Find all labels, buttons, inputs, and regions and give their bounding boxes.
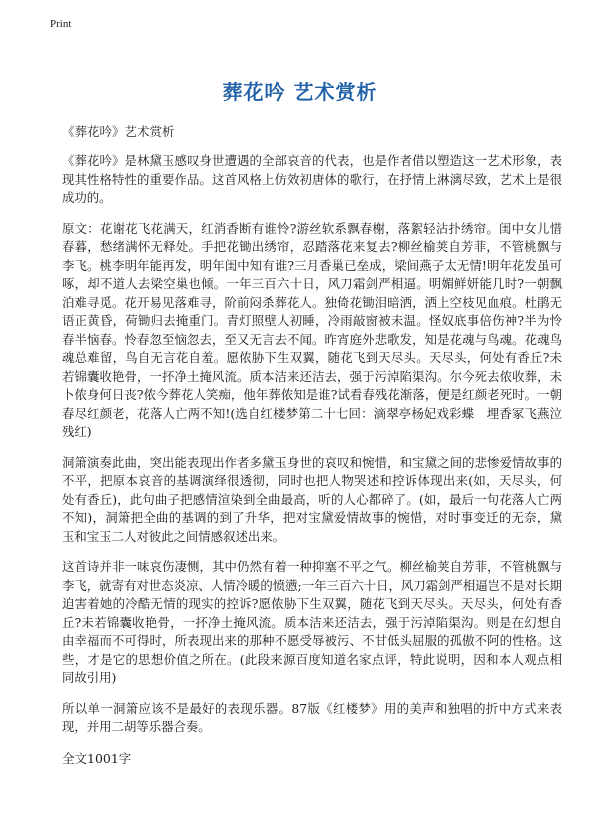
article-subtitle: 《葬花吟》艺术赏析 — [62, 124, 175, 139]
page-title: 葬花吟 艺术赏析 — [222, 80, 378, 104]
paragraph-conclusion: 所以单一洞箫应该不是最好的表现乐器。87版《红楼梦》用的美声和独唱的折中方式来表现，并用二胡等乐器合奏。 — [62, 700, 562, 734]
word-count: 全文1001字 — [62, 750, 132, 766]
print-link[interactable]: Print — [50, 18, 72, 30]
paragraph-intro: 《葬花吟》是林黛玉感叹身世遭遇的全部哀音的代表，也是作者借以塑造这一艺术形象，表现其性格特性的重要作品。这首风格上仿效初唐体的歌行，在抒情上淋漓尽致，艺术上是很成功的。 — [62, 153, 562, 205]
paragraph-original-text: 原文：花谢花飞花满天，红消香断有谁怜?游丝软系飘春榭，落絮轻沾扑绣帘。闺中女儿惜春暮，愁绪满怀无释处。手把花锄出绣帘，忍踏落花来复去?柳丝榆荚自芳菲，不管桃飘与李飞。桃李明年能再发，明年闺中知有谁?三月香巢已垒成，梁间燕子太无情!明年花发虽可啄，却不道人去梁空巢也倾。一年三百六十日，风刀霜剑严相逼。明媚鲜妍能几时?一朝飘泊难寻觅。花开易见落难寻，阶前闷杀葬花人。独倚花锄泪暗洒，洒上空枝见血痕。杜鹃无语正黄昏，荷锄归去掩重门。青灯照壁人初睡，冷雨敲窗被未温。怪奴底事倍伤神?半为怜春半恼春。怜春忽至恼忽去，至又无言去不闻。昨宵庭外悲歌发，知是花魂与鸟魂。花魂鸟魂总难留，鸟自无言花自羞。愿侬胁下生双翼，随花飞到天尽头。天尽头，何处有香丘?未若锦囊收艳骨，一抔净土掩风流。质本洁来还洁去，强于污淖陷渠沟。尔今死去侬收葬，未卜侬身何日丧?侬今葬花人笑痴，他年葬侬知是谁?试看春残花渐落，便是红颜老死时。一朝春尽红颜老，花落人亡两不知!(选自红楼梦第二十七回：滴翠亭杨妃戏彩蝶 埋香冢飞燕泣残红) — [62, 220, 562, 439]
paragraph-xiao-performance: 洞箫演奏此曲，突出能表现出作者多黛玉身世的哀叹和惋惜，和宝黛之间的悲惨爱情故事的不平，把原本哀音的基调演绎很透彻，同时也把人物哭述和控诉体现出来(如，天尽头，何处有香丘)，此句曲子把感情渲染到全曲最高，听的人心都碎了。(如，最后一句花落人亡两不知)，洞箫把全曲的基调的到了升华，把对宝黛爱情故事的惋惜，对时事变迁的无奈，黛玉和宝玉二人对彼此之间情感叙述出来。 — [62, 454, 562, 544]
paragraph-analysis: 这首诗并非一味哀伤凄恻，其中仍然有着一种抑塞不平之气。柳丝榆荚自芳菲，不管桃飘与李飞，就寄有对世态炎凉、人情冷暖的愤懑;一年三百六十日，风刀霜剑严相逼岂不是对长期迫害着她的冷酷无情的现实的控诉?愿侬胁下生双翼，随花飞到天尽头。天尽头，何处有香丘?未若锦囊收艳骨，一抔净土掩风流。质本洁来还洁去，强于污淖陷渠沟。则是在幻想自由幸福而不可得时，所表现出来的那种不愿受辱被污、不甘低头屈服的孤傲不阿的性格。这些，才是它的思想价值之所在。(此段来源百度知道名家点评，特此说明，因和本人观点相同故引用) — [62, 559, 562, 685]
article-body — [62, 152, 562, 767]
